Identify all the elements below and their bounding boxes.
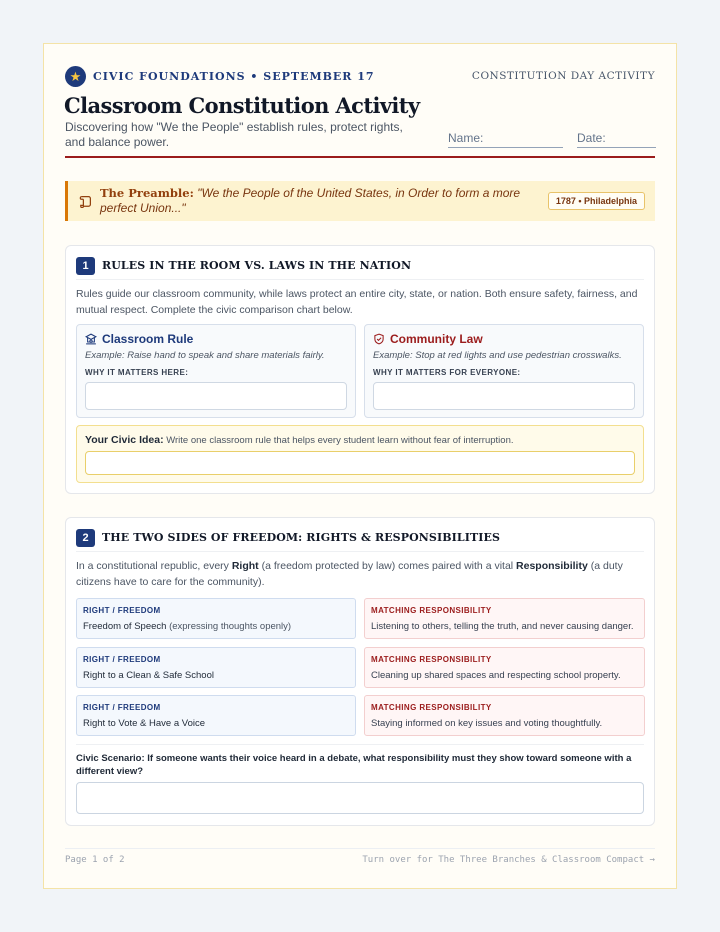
classroom-rule-example: Example: Raise hand to speak and share materials fairly.	[85, 350, 325, 361]
classroom-rule-title: Classroom Rule	[102, 332, 194, 346]
brand	[65, 66, 375, 87]
name-label: Name:	[448, 131, 484, 145]
responsibility-text: Cleaning up shared spaces and respecting school property.	[371, 670, 621, 681]
right-text: Right to Vote & Have a Voice	[83, 718, 205, 729]
community-law-box	[364, 324, 644, 418]
date-field[interactable]	[577, 131, 656, 148]
header-divider	[65, 156, 655, 158]
community-law-example: Example: Stop at red lights and use pedestrian crosswalks.	[373, 350, 622, 361]
section-rights-responsibilities	[65, 517, 655, 826]
preamble-quote: "We the People of the United States, in Order to form a more perfect Union..."	[100, 186, 521, 215]
classroom-rule-answer-field[interactable]	[85, 382, 347, 410]
name-field[interactable]	[448, 131, 563, 148]
classroom-rule-box	[76, 324, 356, 418]
responsibility-label: MATCHING RESPONSIBILITY	[371, 606, 492, 615]
classroom-rule-why-label: WHY IT MATTERS HERE:	[85, 368, 189, 377]
civic-scenario-question: Civic Scenario: If someone wants their voice heard in a debate, what responsibility must they show toward someone with a different view?	[76, 753, 632, 777]
section-intro: In a constitutional republic, every Right (a freedom protected by law) comes paired with a vital Responsibility (a duty citizens have to care for the community).	[76, 560, 623, 588]
responsibility-label: MATCHING RESPONSIBILITY	[371, 655, 492, 664]
right-card	[76, 647, 356, 688]
activity-tag: CONSTITUTION DAY ACTIVITY	[471, 70, 655, 82]
page-subtitle: Discovering how "We the People" establish rules, protect rights, and balance power.	[65, 120, 403, 149]
footer-divider	[65, 848, 655, 849]
date-label: Date:	[577, 131, 606, 145]
brand-text: CIVIC FOUNDATIONS • SEPTEMBER 17	[93, 69, 375, 83]
right-card	[76, 598, 356, 639]
responsibility-text: Listening to others, telling the truth, and never causing danger.	[371, 621, 634, 632]
civic-idea-answer-field[interactable]	[85, 451, 635, 475]
section-title: RULES IN THE ROOM VS. LAWS IN THE NATION	[102, 259, 412, 272]
next-page-note: Turn over for The Three Branches & Classroom Compact →	[362, 855, 655, 865]
preamble-label: The Preamble:	[100, 186, 194, 200]
community-law-why-label: WHY IT MATTERS FOR EVERYONE:	[373, 368, 521, 377]
section-divider	[76, 279, 644, 280]
right-label: RIGHT / FREEDOM	[83, 655, 161, 664]
preamble-badge: 1787 • Philadelphia	[548, 192, 645, 210]
right-label: RIGHT / FREEDOM	[83, 606, 161, 615]
civic-scenario-answer-field[interactable]	[76, 782, 644, 814]
community-law-answer-field[interactable]	[373, 382, 635, 410]
community-law-title: Community Law	[390, 332, 483, 346]
right-text: Right to a Clean & Safe School	[83, 670, 214, 681]
section-title: THE TWO SIDES OF FREEDOM: RIGHTS & RESPONSIBILITIES	[102, 531, 501, 544]
section-number: 1	[76, 257, 95, 275]
responsibility-text: Staying informed on key issues and voting thoughtfully.	[371, 718, 603, 729]
civic-idea-box	[76, 425, 644, 483]
right-label: RIGHT / FREEDOM	[83, 703, 161, 712]
right-card	[76, 695, 356, 736]
civic-idea-label: Your Civic Idea:	[85, 434, 164, 446]
scenario-divider	[76, 744, 644, 745]
page-title: Classroom Constitution Activity	[64, 93, 420, 118]
scroll-icon	[79, 194, 93, 208]
section-number: 2	[76, 529, 95, 547]
right-text: Freedom of Speech (expressing thoughts openly)	[83, 621, 292, 632]
section-rules-laws	[65, 245, 655, 494]
school-icon	[85, 333, 97, 345]
header-top	[65, 65, 655, 87]
shield-icon	[373, 333, 385, 345]
preamble-callout	[65, 181, 655, 221]
section-intro: Rules guide our classroom community, while laws protect an entire city, state, or nation. Both ensure safety, fairness, and mutual respect. Complete the civic comparison chart below.	[76, 288, 638, 316]
page-number: Page 1 of 2	[65, 855, 125, 865]
section-divider	[76, 551, 644, 552]
civic-idea-prompt: Write one classroom rule that helps every student learn without fear of interruption.	[166, 435, 514, 446]
responsibility-label: MATCHING RESPONSIBILITY	[371, 703, 492, 712]
responsibility-card	[364, 598, 645, 639]
responsibility-card	[364, 695, 645, 736]
responsibility-card	[364, 647, 645, 688]
worksheet-page	[43, 43, 677, 889]
star-icon: ★	[65, 66, 86, 87]
